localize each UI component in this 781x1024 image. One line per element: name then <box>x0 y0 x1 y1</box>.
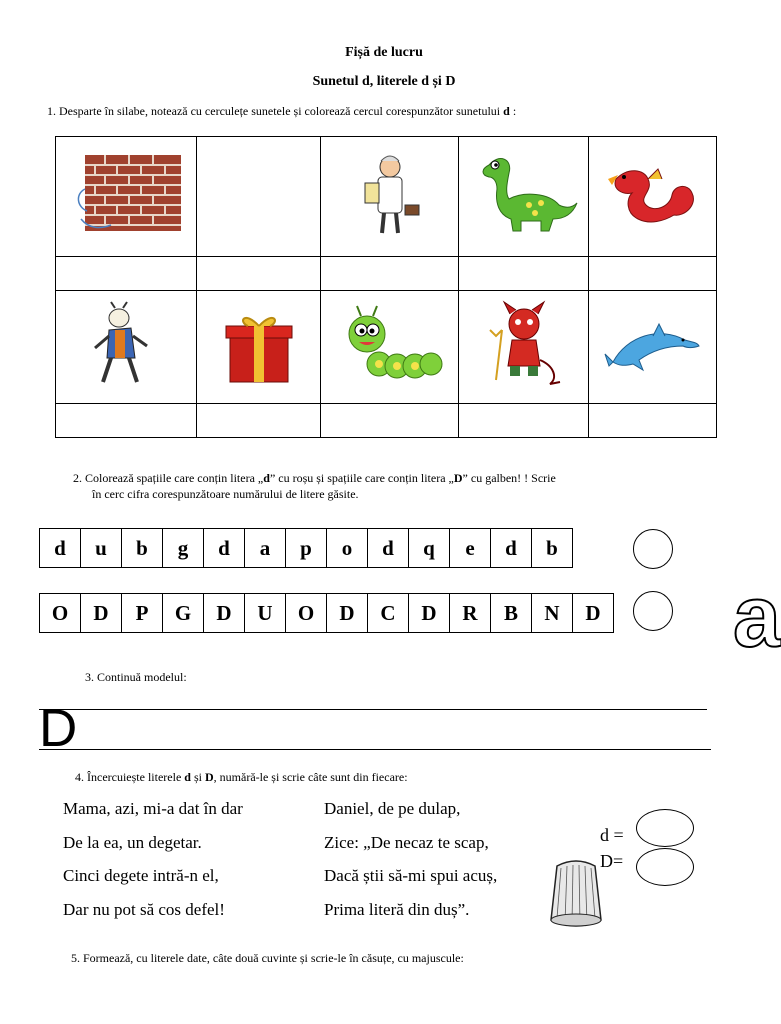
picture-cell-caterpillar <box>321 291 459 404</box>
uppercase-count-label: D= <box>600 851 624 871</box>
picture-table <box>55 136 717 438</box>
letter-cell[interactable]: D <box>327 594 368 632</box>
letter-cell[interactable]: u <box>81 529 122 567</box>
exercise-5-instruction: 5. Formează, cu literele date, câte două cuvinte și scrie-le în căsuțe, cu majuscule: <box>71 951 464 965</box>
picture-cell-gift <box>197 291 321 404</box>
ex4-c: și <box>190 770 205 784</box>
letter-cell[interactable]: d <box>204 529 245 567</box>
letter-cell[interactable]: D <box>204 594 245 632</box>
letter-cell[interactable]: b <box>122 529 163 567</box>
picture-cell-dinosaur <box>459 137 589 257</box>
syllable-cell[interactable] <box>321 404 459 438</box>
syllable-cell[interactable] <box>197 257 321 291</box>
poem-line: Daniel, de pe dulap, <box>324 799 461 818</box>
ex2-l1-b: d <box>263 471 270 485</box>
devil-icon <box>474 300 574 390</box>
exercise-2-instruction-line2: în cerc cifra corespunzătoare numărului de litere găsite. <box>92 487 359 501</box>
poem-line: Prima literă din duș”. <box>324 899 470 919</box>
syllable-cell[interactable] <box>459 404 589 438</box>
poem-line: Dar nu pot să cos defel! <box>63 899 225 919</box>
ex2-l1-a: 2. Colorează spațiile care conțin litera „ <box>73 471 264 485</box>
ex1-instr-bold: d <box>503 104 510 118</box>
ex4-e: , numără-le și scrie câte sunt din fiecare: <box>213 770 408 784</box>
picture-cell-empty <box>197 137 321 257</box>
writing-line-bottom[interactable] <box>39 749 711 750</box>
ex4-b: d <box>184 770 191 784</box>
thimble-icon <box>545 858 607 930</box>
letter-cell[interactable]: e <box>450 529 491 567</box>
letter-cell[interactable]: d <box>368 529 409 567</box>
poem-line: Dacă știi să-mi spui acuș, <box>324 866 498 885</box>
outline-letter-a: a <box>733 569 781 665</box>
letter-cell[interactable]: P <box>122 594 163 632</box>
lowercase-letter-row <box>39 528 573 568</box>
letter-cell[interactable]: N <box>532 594 573 632</box>
uppercase-letter-row <box>39 593 614 633</box>
poem-line: Cinci degete intră-n el, <box>63 866 219 885</box>
letter-cell[interactable]: D <box>585 601 601 625</box>
caterpillar-icon <box>335 300 445 390</box>
picture-cell-doctor <box>321 137 459 257</box>
gift-icon <box>214 300 304 390</box>
picture-cell-dragon <box>589 137 717 257</box>
dinosaur-icon <box>469 149 579 239</box>
letter-cell[interactable]: b <box>546 536 558 560</box>
doctor-icon <box>345 149 435 239</box>
syllable-cell[interactable] <box>589 257 717 291</box>
goat-icon <box>81 300 171 390</box>
writing-line-top <box>39 709 707 710</box>
poem-right <box>324 792 497 926</box>
letter-cell[interactable]: O <box>286 594 327 632</box>
poem-line: Mama, azi, mi-a dat în dar <box>63 799 243 818</box>
ex2-l1-d: D <box>453 471 463 485</box>
lowercase-count-label: d = <box>600 825 624 845</box>
ex4-a: 4. Încercuiește literele <box>75 770 185 784</box>
ex1-instr-text: 1. Desparte în silabe, notează cu cerculețe sunetele și colorează cercul corespunzător sunetului <box>47 104 504 118</box>
syllable-cell[interactable] <box>321 257 459 291</box>
picture-cell-dolphin <box>589 291 717 404</box>
poem-line: De la ea, un degetar. <box>63 832 202 852</box>
ex1-instr-end: : <box>509 104 517 118</box>
lowercase-count-oval[interactable] <box>636 809 694 847</box>
exercise-1-instruction <box>47 104 516 119</box>
picture-cell-brick-wall <box>56 137 197 257</box>
exercise-3-instruction: 3. Continuă modelul: <box>85 670 187 684</box>
letter-cell[interactable]: D <box>81 594 122 632</box>
letter-cell[interactable]: a <box>245 529 286 567</box>
syllable-cell[interactable] <box>197 404 321 438</box>
letter-cell[interactable]: q <box>409 529 450 567</box>
letter-cell[interactable]: U <box>245 594 286 632</box>
letter-cell[interactable]: G <box>163 594 204 632</box>
syllable-cell[interactable] <box>459 257 589 291</box>
brick-wall-icon <box>71 149 181 239</box>
letter-cell[interactable]: C <box>368 594 409 632</box>
letter-cell[interactable]: d <box>491 529 532 567</box>
ex2-l1-e: ” cu galben! ! Scrie <box>462 471 556 485</box>
dragon-icon <box>598 149 708 239</box>
lowercase-count-circle[interactable] <box>633 529 673 569</box>
uppercase-count-circle[interactable] <box>633 591 673 631</box>
ex4-d: D <box>204 770 214 784</box>
letter-cell[interactable]: o <box>327 529 368 567</box>
letter-cell[interactable]: O <box>40 594 81 632</box>
picture-cell-devil <box>459 291 589 404</box>
exercise-4-instruction <box>75 770 408 785</box>
letter-cell[interactable]: R <box>450 594 491 632</box>
syllable-cell[interactable] <box>56 404 197 438</box>
dolphin-icon <box>603 300 703 390</box>
picture-cell-goat <box>56 291 197 404</box>
letter-cell[interactable]: d <box>40 529 81 567</box>
worksheet-subtitle: Sunetul d, literele d și D <box>312 74 456 89</box>
letter-cell[interactable]: B <box>491 594 532 632</box>
model-letter: D <box>39 699 78 758</box>
worksheet-title: Fișă de lucru <box>345 45 423 60</box>
ex2-l1-c: ” cu roșu și spațiile care conțin litera „ <box>269 471 454 485</box>
letter-cell[interactable]: g <box>163 529 204 567</box>
uppercase-count-oval[interactable] <box>636 848 694 886</box>
letter-cell[interactable]: D <box>409 594 450 632</box>
exercise-2-instruction-line1 <box>73 471 556 486</box>
syllable-cell[interactable] <box>589 404 717 438</box>
letter-cell[interactable]: p <box>286 529 327 567</box>
poem-line: Zice: „De necaz te scap, <box>324 832 489 852</box>
syllable-cell[interactable] <box>56 257 197 291</box>
poem-left <box>63 792 243 926</box>
